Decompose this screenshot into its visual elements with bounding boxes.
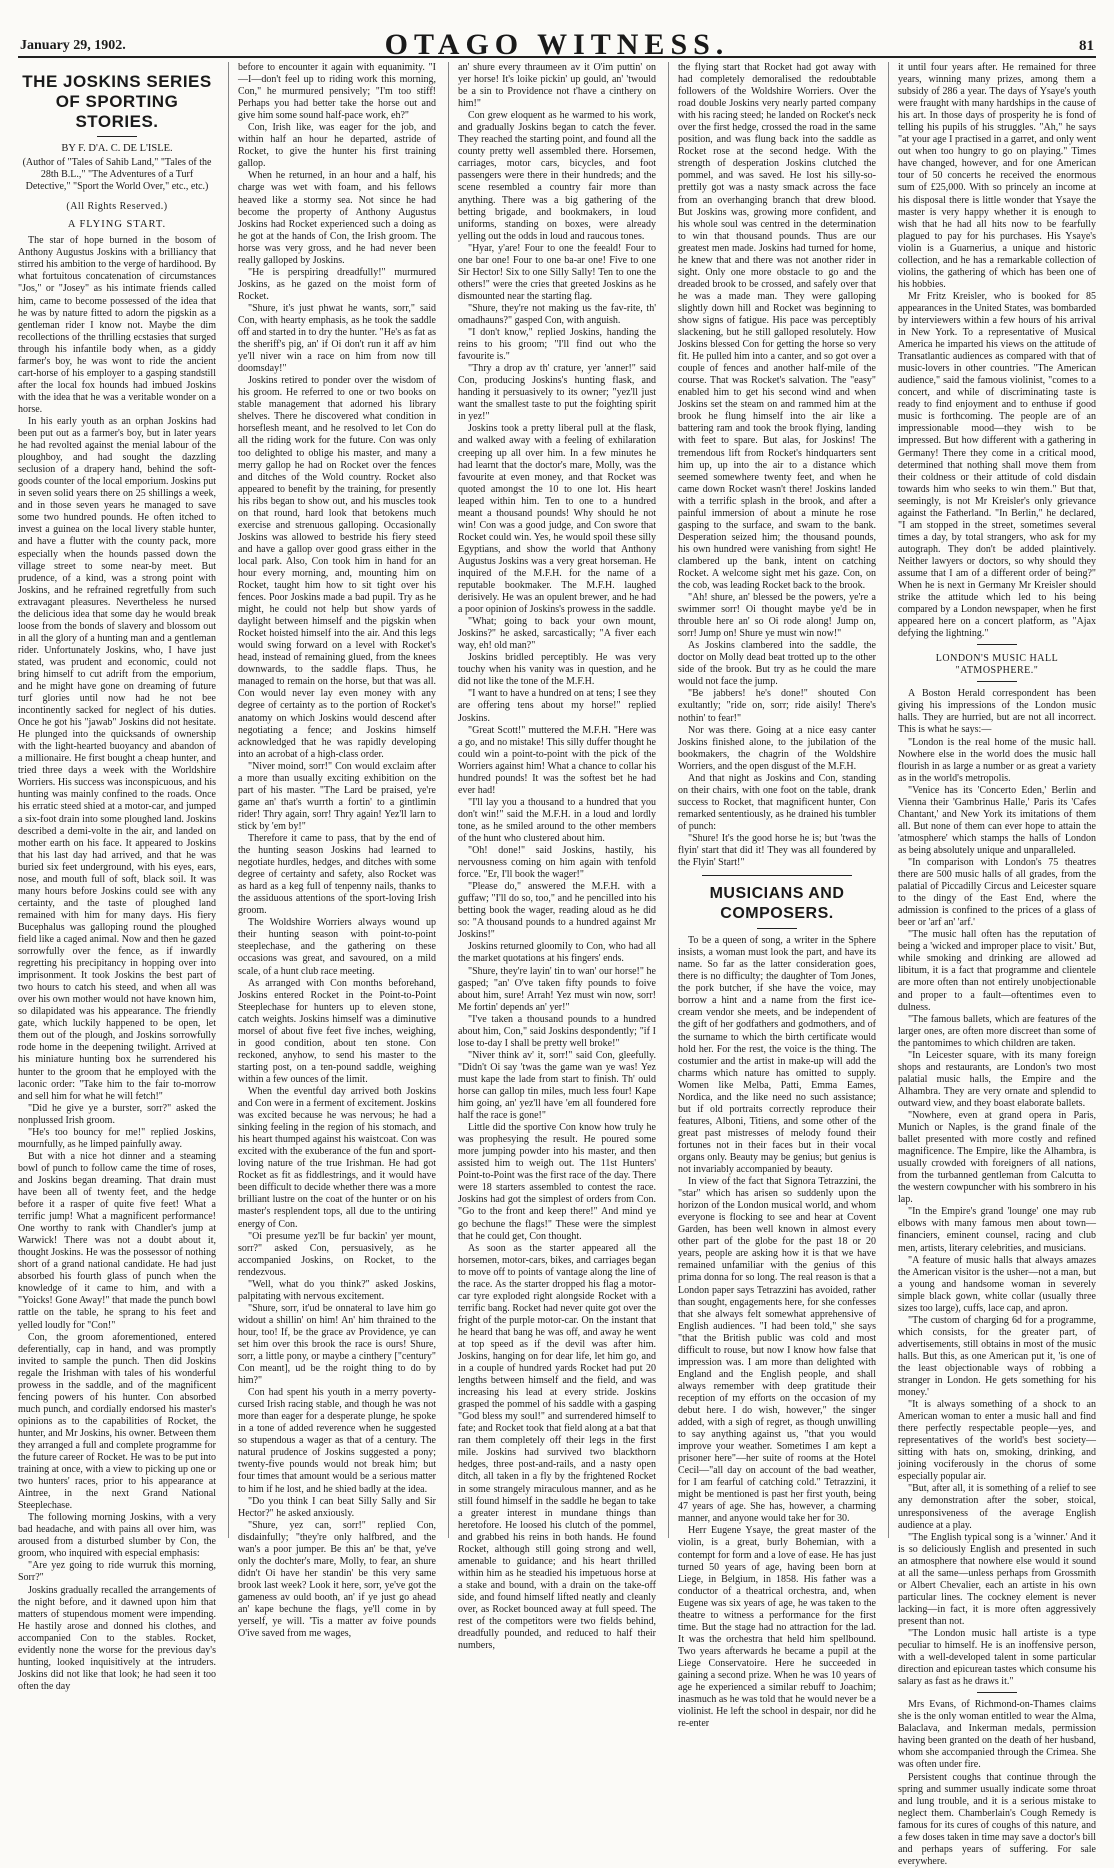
article-headline: LONDON'S MUSIC HALL "ATMOSPHERE." (935, 653, 1059, 677)
paragraph: Con, the groom aforementioned, entered deferentially, cap in hand, and was promptly invited to sample the punch. Then did Joskins regale the Irishman with tales of his wonderful prowess in the saddle, and of the magnificent fencing powers of his hunter. Con absorbed much punch, and cordially endorsed his master's opinions as to the capabilities of Rocket, the hunter, and Mr Joskins, his owner. Between them they arranged a full and complete programme for the future career of Rocket. He was to be put into training at once, with a view to picking up one or two hunters' races, prior to his appearance at Aintree, in the next Grand National Steeplechase. (18, 1331, 216, 1512)
paragraph: "Shure! It's the good horse he is; but 'twas the flyin' start that did it! They was all foundered by the Flyin' Start!" (678, 833, 876, 869)
paragraph: an' shure every thraumeen av it O'im puttin' on yer horse! It's loike pickin' up gould, an' 'twould be a sin to Providence not t'have a cinthery on him!" (458, 62, 656, 110)
paragraph: The following morning Joskins, with a very bad headache, and with pains all over him, was aroused from a disturbed slumber by Con, the groom, who inquired with especial emphasis: (18, 1512, 216, 1560)
page-number: 81 (1079, 38, 1094, 54)
paragraph: "Shure, they're not making us the fav-rite, th' omadhauns?" gasped Con, with anguish. (458, 302, 656, 326)
paragraph: Joskins retired to ponder over the wisdom of his groom. He referred to one or two books on stable management that adorned his library shelves. There he discovered what condition in horseflesh meant, and he resolved to let Con do all the riding work for the future. Con was only too delighted to oblige his master, and many a merry gallop he had on Rocket over the fences and ditches of the Wold country. Rocket also appeared to benefit by the training, for presently his ribs began to show out, and his muscles took on that round, hard look that betokens much exercise and strenuous galloping. Occasionally Joskins was allowed to bestride his fiery steed and have a gallop over good grass either in the local park. Also, Con took him in hand for an hour every morning, and, mounting him on Rocket, taught him how to sit tight over his fences. Poor Joskins made a bad pupil. Try as he might, he could not help but show yards of daylight between himself and the pigskin when Rocket hoisted himself into the air. And this legs would swing forward on a level with Rocket's head, instead of remaining glued, from the knees downwards, to the saddle flaps. Thus, he managed to remain on the horse, but that was all. Con would never lay even money with any degree of certainty as to the portion of Rocket's anatomy on which Joskins would descend after negotiating a fence; and Joskins himself acknowledged that he was rapidly developing into an acrobat of a high-class order. (238, 375, 436, 760)
column-rule (888, 62, 889, 1538)
paragraph: "Be jabbers! he's done!" shouted Con exultantly; "ride on, sorr; ride aisily! There's nothin' to fear!" (678, 688, 876, 724)
paragraph: "Venice has its 'Concerto Eden,' Berlin and Vienna their 'Gambrinus Halle,' Paris its 'Cafes Chantant,' and New York its imitations of them all. But none of them can ever hope to attain the 'atmosphere' which stamps the halls of London as being absolutely unique and unparalleled. (898, 784, 1096, 856)
paragraph: The Woldshire Worriers always wound up their hunting season with point-to-point steeplechase, and the gathering on these occasions was great, and savoured, on a mild scale, of a hunt club race meeting. (238, 917, 436, 977)
paragraph: Joskins took a pretty liberal pull at the flask, and walked away with a feeling of exhilaration creeping up all over him. In a few minutes he had learnt that the doctor's mare, Molly, was the favourite at even money, and that Rocket was quoted amongst the 10 to one lot. His heart leaped within him. Ten to one to a hundred meant a thousand pounds! Why should he not win! Con was a good judge, and Con swore that Rocket could win. Yes, he would spoil these silly Egyptians, and show the world that Anthony Augustus Joskins was a very great horseman. He inquired of the M.F.H. for the name of a reputable bookmaker. The M.F.H. laughed derisively. He was an opulent brewer, and he had a poor opinion of Joskins's prowess in the saddle. (458, 423, 656, 616)
paragraph: "The English typical song is a 'winner.' And it is so deliciously English and presented in such an atmosphere that nowhere else would it sound at all the same—unless perhaps from Grossmith or Albert Chevalier, each an artiste in his own particular lines. The cockney element is never lacking—in fact, it is more often aggressively present than not. (898, 1531, 1096, 1627)
column-1 (18, 62, 216, 1692)
paragraph: "Shure, yez can, sorr!" replied Con, disdainfully; "they're only halfbred, and the wan's a poor jumper. Be this an' be that, ye've only the dochter's mare, Molly, to fear, an shure didn't Oi have her standin' be this very same brook last week? Look it here, sorr, ye've got the gameness av ould booth, an' if ye just go ahead an' kape bechune the flags, ye'll come in by yerself, ye will. 'Tis a matter av foive pounds O'ive saved from me wages, (238, 1519, 436, 1640)
paragraph: "Ah! shure, an' blessed be the powers, ye're a swimmer sorr! Oi thought maybe ye'd be in throuble here an' so Oi rode along! Jump on, sorr! Jump on! Shure ye must win now!" (678, 592, 876, 640)
paragraph: "I'll lay you a thousand to a hundred that you don't win!" said the M.F.H. in a loud and lordly tone, as he smiled around to the other members of the hunt who clustered about him. (458, 796, 656, 844)
masthead (18, 26, 1096, 61)
column-rule (668, 62, 669, 1538)
paragraph: "Great Scott!" muttered the M.F.H. "Here was a go, and no mistake! This silly duffer thought he could win a point-to-point with the pick of the Worriers against him! What a chance to collar his hundred pounds! It was the softest bet he had ever had! (458, 724, 656, 796)
chapter-title: A FLYING START. (67, 219, 167, 231)
paragraph: "Niver moind, sorr!" Con would exclaim after a more than usually exciting exhibition on the part of his master. "The Lard be praised, ye're game an' that's wurrth a fortin' to a gintlimin rider! Thry again, sorr! Thry again! Yez'll larn to stick by 'em by!" (238, 760, 436, 832)
paragraph: "But, after all, it is something of a relief to see any demonstration after the sober, stoical, unresponsiveness of the average English audience at a play. (898, 1483, 1096, 1531)
paragraph: it until four years after. He remained for three years, winning many prizes, among them a subsidy of 286 a year. The days of Ysaye's youth were fraught with many hardships in the cause of his art. In those days of prosperity he is fond of telling his pupils of his struggles. "Ah," he says "at your age I practised in a garret, and only went out when too hungry to go on playing." Times have changed, however, and for one American tour of 50 concerts he received the enormous sum of £25,000. With so princely an income at his disposal there is little wonder that Ysaye the master is very happy whether it is enough to wish that he had all hits now to be fearfully plagued to pay for his purchases. His Ysaye's violin is a Guarnerius, a unique and historic collection, and he has a remarkable collection of violins, the gathering of which has been one of his hobbies. (898, 62, 1096, 290)
paragraph: "Please do," answered the M.F.H. with a guffaw; "I'll do so, too," and he pencilled into his betting book the wager, reading aloud as he did so: "A thousand pounds to a hundred against Mr Joskins!" (458, 881, 656, 941)
paragraph: Mr Fritz Kreisler, who is booked for 85 appearances in the United States, was bombarded by interviewers within a few hours of his arrival in New York. To a representative of Musical America he imparted his views on the attitude of Transatlantic audiences as compared with that of music-lovers in other countries. "The American audience," said the famous violinist, "comes to a concert, and while of discriminating taste is ready to find enjoyment and to enthuse if good music is forthcoming. The people are of an impressionable mood—they wish to be impressed. But how different with a gathering in Germany! There they come in a critical mood, determined that nothing shall move them from their coldness or their attitude of cold disdain towards him who seeks to win them." But that, seemingly, is not Mr Kreisler's only grievance against the Fatherland. "In Berlin," he declared, "I am stopped in the street, sometimes several times a day, by total strangers, who ask for my autograph. They don't be added plaintively. Neither lawyers or doctors, so why should they assume that I am of a different order of being?" When he is next in Germany Mr Kreisler should strike the attitude which led to his being compared by a London newspaper, when he first appeared here on a concert platform, as "Ajax defying the lightning." (898, 290, 1096, 640)
article-headline: THE JOSKINS SERIES OF SPORTING STORIES. (22, 72, 212, 131)
paragraph: Con grew eloquent as he warmed to his work, and gradually Joskins began to catch the fever. They reached the starting point, and found all the county pretty well assembled there. Horsemen, carriages, motor cars, bicycles, and foot passengers were there in their hundreds; and the scene resembled a country fair more than anything. There was a big gathering of the betting brigade, and bookmakers, in loud uniforms, standing on boxes, were already yelling out the odds in loud and raucous tones. (458, 110, 656, 242)
rights-notice: (All Rights Reserved.) (66, 201, 168, 213)
paragraph: Joskins gradually recalled the arrangements of the night before, and it dawned upon him that matters of stupendous moment were impending. He hastily arose and donned his clothes, and accompanied Con to the stables. Rocket, evidently none the worse for the previous day's hunting, looked inquisitively at the intruders. Joskins did not like that look; he had seen it too often the day (18, 1584, 216, 1692)
paragraph: "Nowhere, even at grand opera in Paris, Munich or Naples, is the grand finale of the ballet presented with more costly and refined magnificence. The Empire, like the Alhambra, is usually crowded with foreigners of all nations, from the turbanned gentleman from Calcutta to the western cowpuncher with his sombrero in his lap. (898, 1109, 1096, 1206)
article-headline: MUSICIANS AND COMPOSERS. (709, 885, 845, 923)
divider (97, 136, 137, 137)
paragraph: Con had spent his youth in a merry poverty-cursed Irish racing stable, and though he was not more than eager for a desperate plunge, he spoke in a tone of added reverence when he suggested so stupendous a wager as that of a century. The natural prudence of Joskins suggested a pony; twenty-five pounds would not break him; but four times that amount would be a serious matter to him if he lost, and he shied badly at the idea. (238, 1387, 436, 1495)
column-rule (228, 62, 229, 1538)
paragraph: A Boston Herald correspondent has been giving his impressions of the London music halls. They are hurried, but are not all incorrect. This is what he says:— (898, 688, 1096, 736)
paragraph: "I've taken a thousand pounds to a hundred about him, Con," said Joskins despondently; "if I lose to-day I shall be pretty well broke!" (458, 1013, 656, 1049)
paragraph: "Niver think av' it, sorr!" said Con, gleefully. "Didn't Oi say 'twas the game wan ye was! Yez must kape the lade from start to finish. Th' ould horse can gallop tin miles, much less four! Kape him going, an' yez'll have 'em all foundered fore half the race is gone!" (458, 1049, 656, 1122)
paragraph: When he returned, in an hour and a half, his charge was wet with foam, and his fellows heaved like a stormy sea. Not since he had become the property of Anthony Augustus Joskins had Rocket experienced such a doing as he got at the hands of Con, the Irish groom. The horse was very gross, and he had never been really galloped by Joskins. (238, 170, 436, 266)
paragraph: "The custom of charging 6d for a programme, which consists, for the greater part, of advertisements, still obtains in most of the music halls. But this, as one American put it, 'is one of the least objectionable ways of robbing a stranger in London. He gets something for his money.' (898, 1314, 1096, 1399)
paragraph: before to encounter it again with equanimity. "I—I—don't feel up to riding work this morning, Con," he murmured pensively; "I'm too stiff! Perhaps you had better take the horse out and give him some sound half-pace work, eh?" (238, 62, 436, 122)
paragraph: Joskins returned gloomily to Con, who had all the market quotations at his fingers' ends. (458, 941, 656, 965)
divider (702, 875, 852, 876)
paragraph: The star of hope burned in the bosom of Anthony Augustus Joskins with a brilliancy that stirred his ambition to the verge of hardihood. By what fortuitous concatenation of circumstances "Jos," or "Josey" as his intimate friends called him, came to become possessed of the idea that he was by nature fitted to adorn the pigskin as a gentleman rider I know not. Maybe the dim recollections of the thrilling ecstasies that surged through his infantile body when, as a giddy farmer's boy, he was wont to ride the ancient cart-horse of his employer to a gasping standstill after the local fox hounds had imbued Joskins with the idea that he was a veritable wonder on a horse. (18, 235, 216, 415)
paragraph: "The famous ballets, which are features of the larger ones, are often more discreet than some of the pantomimes to which children are taken. (898, 1013, 1096, 1049)
divider (757, 928, 797, 929)
article-byline: BY F. D'A. C. DE L'ISLE. (61, 143, 173, 154)
paragraph: "I want to have a hundred on at tens; I see they are offering tens about my horse!" replied Joskins. (458, 688, 656, 724)
paragraph: "It is always something of a shock to an American woman to enter a music hall and find there perfectly respectable people—yes, and representatives of the world's best society—sitting with hats on, smoking, drinking, and joining vociferously in the chorus of some especially popular air. (898, 1399, 1096, 1483)
paragraph: "In comparison with London's 75 theatres there are 500 music halls of all grades, from the palatial of Piccadilly Circus and Leicester square to the dingy of the East End, where the admission is confined to the prices of a glass of beer or 'arf an' 'arf.' (898, 857, 1096, 929)
newspaper-title: OTAGO WITNESS. (384, 28, 730, 61)
column-3 (458, 62, 656, 1652)
paragraph: Persistent coughs that continue through the spring and summer usually indicate some throat and lung trouble, and it is a serious mistake to neglect them. Chamberlain's Cough Remedy is famous for its cures of coughs of this nature, and a few doses taken in time may save a doctor's bill and perhaps years of suffering. For sale everywhere. (898, 1771, 1096, 1867)
column-2 (238, 62, 436, 1640)
paragraph: "Oi presume yez'll be fur backin' yer mount, sorr?" asked Con, persuasively, as he accompanied Joskins, on Rocket, to the rendezvous. (238, 1230, 436, 1278)
column-4 (678, 62, 876, 1730)
paragraph: Joskins bridled perceptibly. He was very touchy when his vanity was in question, and he did not like the tone of the M.F.H. (458, 652, 656, 688)
paragraph: "Shure, they're layin' tin to wan' our horse!" he gasped; "an' O've taken fifty pounds to foive about him, sure! Arrah! Yez must win now, sorr! Me fortin' depends an' yer!" (458, 965, 656, 1013)
paragraph: "In Leicester square, with its many foreign shops and restaurants, are London's two most palatial music halls, the Empire and the Alhambra. They are very ornate and splendid to outward view, and they boast elaborate ballets. (898, 1049, 1096, 1109)
paragraph: "Did he give ye a burster, sorr?" asked the nonplussed Irish groom. (18, 1102, 216, 1126)
paragraph: As soon as the starter appeared all the horsemen, motor-cars, bikes, and carriages began to move off to points of vantage along the line of the race. As the starter dropped his flag a motor-car tyre exploded right alongside Rocket with a terrific bang. Rocket had never quite got over the fright of the purple motor-car. On the instant that he heard that bang he was off, and away he went at top speed as if the devil was after him. Joskins, hanging on for dear life, let him go, and in a couple of hundred yards Rocket had put 20 lengths between himself and the field, and was increasing his lead at every stride. Joskins grasped the pommel of his saddle with a gasping "God bless my soul!" and surrendered himself to fate; and Rocket took that field along at a bat that ran them completely off their legs in the first mile. Joskins had survived two blackthorn hedges, three post-and-rails, and a nasty open ditch, all taken in a fly by the frightened Rocket in some strangely miraculous manner, and as he still found himself in the saddle he began to take a greater interest in mundane things than heretofore. He loosed his clutch of the pommel, and grabbed his reins in both hands. He found Rocket, although still going strong and well, amenable to guidance; and his heart thrilled within him as he steadied his impetuous horse at a stake and bound, with a drain on the take-off side, and found himself lifted neatly and cleanly over, as Rocket bounced away at full speed. The rest of the competitors were two fields behind, dreadfully pounded, and reduced to half their numbers, (458, 1242, 656, 1652)
paragraph: Little did the sportive Con know how truly he was prophesying the result. He poured some more jumping powder into his master, and then assisted him to weigh out. The 11st Hunters' Point-to-Point was the first race of the day. There were 18 starters assembled to contest the race. Joskins had got the simplest of orders from Con. "Go to the front and keep there!" And mind ye go bechune the flags!" These were the simplest that he could get, Con thought. (458, 1122, 656, 1242)
paragraph: "A feature of music halls that always amazes the American visitor is the usher—not a man, but a young and handsome woman in severely simple black gown, white collar (usually three sizes too large), cuffs, lace cap, and apron. (898, 1254, 1096, 1314)
paragraph: "Are yez going to ride wurruk this morning, Sorr?" (18, 1560, 216, 1584)
paragraph: "Shure, sorr, it'ud be onnateral to lave him go widout a shillin' on him! An' him thrained to the hour, too! If, be the grace av Providence, ye can set him over this brook the race is ours! Shure, sorr, a little pony, or maybe a cinthery ["century" Con meant], ud be the roight thing to do by him?" (238, 1302, 436, 1387)
author-note: (Author of "Tales of Sahib Land," "Tales of the 28th B.L.," "The Adventures of a Turf Detective," "Sport the World Over," etc., etc.) (22, 157, 212, 193)
paragraph: Therefore it came to pass, that by the end of the hunting season Joskins had learned to negotiate hurdles, hedges, and ditches with some degree of certainty and safety, also Rocket was as hard as a keg full of tenpenny nails, thanks to the assiduous attentions of the sport-loving Irish groom. (238, 833, 436, 917)
paragraph: But with a nice hot dinner and a steaming bowl of punch to follow came the time of roses, and Joskins began dreaming. That drain must have been all of twenty feet, and the hedge before it a rasper of quite five feet! What a terrific jump! What a magnificent performance! One worthy to rank with Chandler's jump at Warwick! There was not a doubt about it, thought Joskins. He was the possessor of nothing short of a grand national candidate. He had just absorbed his fourth glass of punch when the knowledge of it came to him, and with a "Yoicks! Gone Away!" that made the punch bowl rattle on the table, he sprang to his feet and yelled loudly for "Con!" (18, 1150, 216, 1331)
paragraph: When the eventful day arrived both Joskins and Con were in a ferment of excitement. Joskins was excited because he was nervous; he had a sinking feeling in the region of his stomach, and his heart thumped against his waistcoat. Con was excited with the exuberance of the fun and sport-loving nature of the true Irishman. He had got Rocket as fit as fiddlestrings, and it would have been difficult to decide whether there was a more brilliant lustre on the coat of the hunter or on his master's resplendent tops, all due to the untiring energy of Con. (238, 1085, 436, 1230)
column-rule (448, 62, 449, 1538)
paragraph: "He's too bouncy for me!" replied Joskins, mournfully, as he limped painfully away. (18, 1126, 216, 1150)
paragraph: "I don't know," replied Joskins, handing the reins to his groom; "I'll find out who the favourite is." (458, 327, 656, 363)
issue-date: January 29, 1902. (20, 38, 126, 53)
paragraph: "In the Empire's grand 'lounge' one may rub elbows with many famous men about town—financiers, eminent counsel, racing and club men, artists, literary celebrities, and musicians. (898, 1206, 1096, 1254)
paragraph: Nor was there. Going at a nice easy canter Joskins finished alone, to the jubilation of the bookmakers, the chagrin of the Woldshire Worriers, and the open disgust of the M.F.H. (678, 724, 876, 772)
paragraph: "London is the real home of the music hall. Nowhere else in the world does the music hall flourish in as large a number or as great a variety as in the world's metropolis. (898, 736, 1096, 784)
paragraph: "The London music hall artiste is a type peculiar to himself. He is an inoffensive person, with a well-developed talent in some particular direction and epicurean tastes which consume his salary as fast as he draws it." (898, 1628, 1096, 1688)
paragraph: As Joskins clambered into the saddle, the doctor on Molly dead beat trotted up to the other side of the brook. But try as he could the mare would not face the jump. (678, 640, 876, 688)
paragraph: "Thry a drop av th' crature, yer 'anner!" said Con, producing Joskins's hunting flask, and handing it persuasively to its owner; "yez'll just want the smallest taste to put the foighting spirit in yez!" (458, 363, 656, 423)
divider (977, 1692, 1017, 1693)
paragraph: And that night as Joskins and Con, standing on their chairs, with one foot on the table, drank success to Rocket, that magnificent hunter, Con remarked sententiously, as he drained his tumbler of punch: (678, 772, 876, 832)
paragraph: "Well, what do you think?" asked Joskins, palpitating with nervous excitement. (238, 1278, 436, 1302)
paragraph: "Shure, it's just phwat he wants, sorr," said Con, with hearty emphasis, as he took the saddle off and started in to dry the hunter. "He's as fat as the sheriff's pig, an' if Oi don't run it aff av him ye'll niver win a race on him from now till doomsday!" (238, 302, 436, 375)
paragraph: In view of the fact that Signora Tetrazzini, the "star" which has arisen so suddenly upon the horizon of the London musical world, and whom everyone is flocking to see and hear at Covent Garden, has been well known in almost every other part of the globe for the past 18 or 20 years, people are asking how it is that we have remained unfamiliar with the genius of this prima donna for so long. The real reason is that a London paper says Tetrazzini has avoided, rather than sought, engagements here, for she confesses that she always felt somewhat apprehensive of English audiences. "I had been told," she says "that the British public was cold and most difficult to rouse, but now I know how false that impression was. I am more than delighted with England and the English people, and shall always remember with deep gratitude their reception of my efforts on the occasion of my debut here. I do wish, however," the singer added, with a sigh of regret, as though unwilling to say anything against us, "that you would improve your weather. Sometimes I am kept a prisoner here"—her suite of rooms at the Hotel Cecil—"all day on account of the bad weather, for I am fearful of catching cold." Tetrazzini, it might be mentioned is past her first youth, being 47 years of age. She has, however, a charming manner, and anyone would take her for 30. (678, 1176, 876, 1525)
paragraph: "Hyar, y'are! Four to one the feeald! Four to one bar one! Four to one ba-ar one! Five to one Sir Hector! Six to one Silly Sally! Ten to one the others!" were the cries that greeted Joskins as he dismounted near the starting flag. (458, 242, 656, 302)
column-5 (898, 62, 1096, 1867)
paragraph: "Do you think I can beat Silly Sally and Sir Hector?" he asked anxiously. (238, 1495, 436, 1519)
divider (977, 681, 1017, 682)
divider (977, 644, 1017, 645)
paragraph: "He is perspiring dreadfully!" murmured Joskins, as he gazed on the moist form of Rocket. (238, 266, 436, 302)
paragraph: To be a queen of song, a writer in the Sphere insists, a woman must look the part, and have its name. So far as the latter consideration goes, there is no difficulty; the daughter of Tom Jones, the pork butcher, if she have the voice, may borrow a hint and a name from the first ice-cream vendor she meets, and be independent of the gift of her godfathers and godmothers, and of the surname to which the birth certificate would hold her. For the rest, the voice is the thing. The costumier and the artist in make-up will add the charms which nature has omitted to supply. Women like Melba, Patti, Emma Eames, Nordica, and the like need no such assistance; but if old portraits correctly reproduce their features, Alboni, Titiens, and some other of the great past mistresses of melody found their fortunes not in their faces but in their vocal organs only. Beauty may be genius; but genius is not invariably accompanied by beauty. (678, 935, 876, 1176)
paragraph: Mrs Evans, of Richmond-on-Thames claims she is the only woman entitled to wear the Alma, Balaclava, and Inkerman medals, permission having been granted on the death of her husband, whom she accompanied through the Crimea. She was often under fire. (898, 1699, 1096, 1771)
paragraph: Herr Eugene Ysaye, the great master of the violin, is a great, burly Bohemian, with a contempt for form and a love of ease. He has just turned 50 years of age, having been born at Liege, in Belgium, in 1858. His father was a conductor of a theatrical orchestra, and, when Eugene was six years of age, he was taken to the theatre to witness a performance for the first time. But the stage had no attraction for the lad. It was the orchestra that held him spellbound. Two years afterwards he became a pupil at the Liege Conservatoire. Here he succeeded in gaining a second prize. When he was 10 years of age he experienced a similar rebuff to Joachim; inasmuch as he was told that he would never be a violinist. He left the school in despair, nor did he re-enter (678, 1525, 876, 1730)
paragraph: "The music hall often has the reputation of being a 'wicked and improper place to visit.' But, while smoking and drinking are allowed ad libitum, it is a fact that programme and clientele are more often than not entirely unobjectionable and proper to a fault—oftentimes even to dulness. (898, 929, 1096, 1013)
paragraph: "What; going to back your own mount, Joskins?" he asked, sarcastically; "A fiver each way, eh! old man?" (458, 616, 656, 652)
paragraph: In his early youth as an orphan Joskins had been put out as a farmer's boy, but in later years he had revolted against the menial labour of the ploughboy, and had sought the dazzling seclusion of a drapery hand, behind the soft-goods counter of the local emporium. Joskins put in seven solid years there on 25 shillings a week, and in those seven years he managed to save some two hundred pounds. He often itched to invest a guinea on the local livery stable hunter, and have a flutter with the county pack, more especially when the hounds passed down the village street to some near-by meet. But prudence, of a kind, was a strong point with Joskins, and he refrained regretfully from such extravagant pleasures. Nevertheless he nursed the delicious idea that some day he would break loose from the bonds of slavery and blossom out in all the glory of a hunting man and a gentleman rider. Unfortunately Joskins, who, I have just stated, was prudent and economic, could not bring himself to cut adrift from the emporium, and he might have gone on dreaming of future turf glories until now had he not bee incontinently sacked for neglect of his duties. Once he got his "jawab" Joskins did not hesitate. He plunged into the quicksands of ownership with the light-hearted buoyancy and abandon of a millionaire. He first bought a cheap hunter, and tried three days a week with the Worldshire Worriers. His success was inconspicuous, and his hunting was mainly confined to the roads. Once his erratic steed shied at a motor-car, and jumped a six-foot drain into some ploughed land. Joskins described a demi-volte in the air, and landed on mother earth on his face. It appeared to Joskins that his last day had arrived, and that he was buried six feet underground, with his eyes, ears, nose, and mouth full of soft, black soil. It was many hours before Joskins could see with any certainty, and the taste of ploughed land remained with him for many days. His fiery Bucephalus was galloping round the ploughed field like a caged animal. Now and then he gazed sorrowfully over the fence, as if inwardly regretting his precipitancy in hopping over into imprisonment. It took Joskins the best part of two hours to catch his steed, and when all was over his own mother would not have known him, so dilapidated was his appearance. The friendly gate, which luckily happened to be open, let them out of the plough, and Joskins sorrowfully rode home in the deepening twilight. Arrived at his miniature hunting box he surrendered his hunter to the groom that he employed with the laconic order: "Take him to the fair to-morrow and sell him for what he will fetch!" (18, 415, 216, 1102)
paragraph: the flying start that Rocket had got away with had completely demoralised the redoubtable followers of the Woldshire Worriers. Over the road double Joskins very nearly parted company with his racing steed; he landed on Rocket's neck over the first hedge, crossed the road in the same position, and was flung back into the saddle as Rocket rose at the second hedge. With the strength of desperation Joskins clutched the pommel, and was saved. He lost his silly-so-prettily got was a nasty smack across the face from an overhanging branch that drew blood. But Joskins was, growing more confident, and his whole soul was centred in the determination to win that thousand pounds. Thus are our greatest men made. Joskins had turned for home, he knew that and there was not another rider in sight. Only one more obstacle to go and the dreaded brook to be crossed, and safely over that he was a made man. They were galloping slightly down hill and Rocket was beginning to show signs of fatigue. His pace was perceptibly slackening, but he still galloped resolutely. How Joskins blessed Con for getting the horse so very fit. He pulled him into a canter, and so got over a couple of fences and another half-mile of the course. That was Rocket's salvation. The "easy" enabled him to get his second wind and when Joskins set the steam on and rammed him at the brook he flung himself into the air like a battering ram and took the brook flying, landing with feet to spare. But alas, for Joskins! The tremendous lift from Rocket's hindquarters sent him up, up into the air to a distance which seemed somewhere twenty feet, and when he came down Rocket wasn't there! Joskins landed with a terrific splash in the brook, and after a painful immersion of about a minute he rose gasping to the surface, and swam to the bank. Desperation seized him; the thousand pounds, his own hundred were vanishing from sight! He clambered up the bank, intent on catching Rocket. A welcome sight met his gaze. Con, on the cob, was leading Rocket back to the brook. (678, 62, 876, 592)
paragraph: "Oh! done!" said Joskins, hastily, his nervousness coming on him again with tenfold force. "Er, I'll book the wager!" (458, 845, 656, 881)
paragraph: As arranged with Con months beforehand, Joskins entered Rocket in the Point-to-Point Steeplechase for hunters up to eleven stone, catch weights. Joskins himself was a diminutive morsel of about five feet five inches, weighing, in good condition, about ten stone. Con reckoned, anyhow, to send his master to the starting post, on a ten-pound saddle, weighing within a few ounces of the limit. (238, 977, 436, 1085)
paragraph: Con, Irish like, was eager for the job, and within half an hour he departed, astride of Rocket, to give the hunter his first training gallop. (238, 122, 436, 170)
